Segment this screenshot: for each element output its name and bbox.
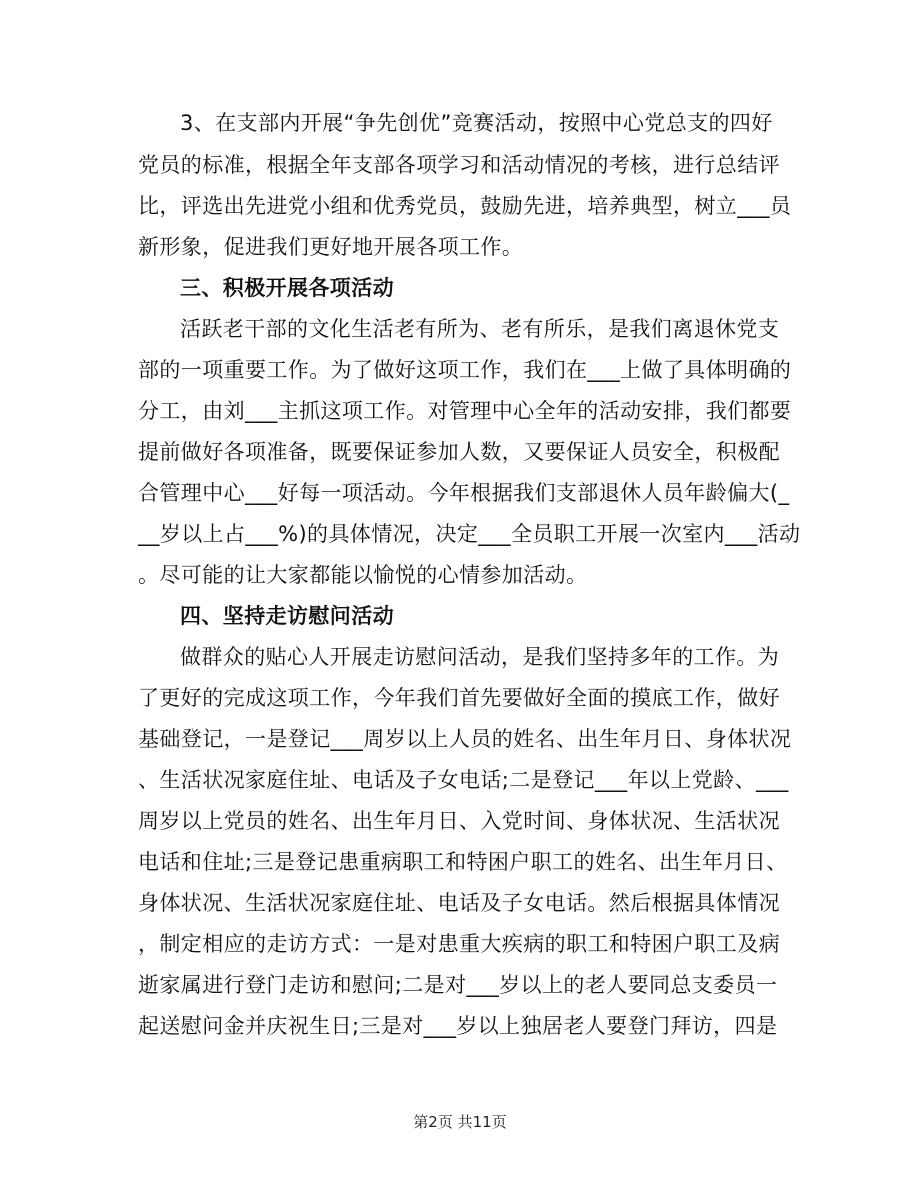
paragraph-line: 部的一项重要工作。为了做好这项工作，我们在___上做了具体明确的 xyxy=(138,358,792,382)
page-number: 第2页 共11页 xyxy=(413,1113,507,1131)
paragraph-line: ，制定相应的走访方式：一是对患重大疾病的职工和特困户职工及病 xyxy=(138,932,780,956)
paragraph-line: 基础登记，一是登记___周岁以上人员的姓名、出生年月日、身体状况 xyxy=(138,727,792,751)
paragraph-line: 比，评选出先进党小组和优秀党员，鼓励先进，培养典型，树立___员 xyxy=(138,194,792,218)
paragraph-line: 提前做好各项准备，既要保证参加人数，又要保证人员安全，积极配 xyxy=(138,440,780,464)
paragraph-line: 合管理中心___好每一项活动。今年根据我们支部退休人员年龄偏大(_ xyxy=(138,481,790,505)
paragraph-line: 了更好的完成这项工作，今年我们首先要做好全面的摸底工作，做好 xyxy=(138,686,780,710)
paragraph-line: 、生活状况家庭住址、电话及子女电话;二是登记___年以上党龄、___ xyxy=(138,768,789,792)
paragraph-line: 电话和住址;三是登记患重病职工和特困户职工的姓名、出生年月日、 xyxy=(138,850,788,874)
paragraph-line: 。尽可能的让大家都能以愉悦的心情参加活动。 xyxy=(138,563,588,587)
paragraph-line: 起送慰问金并庆祝生日;三是对___岁以上独居老人要登门拜访，四是 xyxy=(138,1014,778,1038)
paragraph-line: 逝家属进行登门走访和慰问;二是对___岁以上的老人要同总支委员一 xyxy=(138,973,778,997)
section-heading: 四、坚持走访慰问活动 xyxy=(180,604,394,628)
paragraph-line: 身体状况、生活状况家庭住址、电话及子女电话。然后根据具体情况 xyxy=(138,891,780,915)
paragraph-line: 3、在支部内开展“争先创优”竞赛活动，按照中心党总支的四好 xyxy=(180,111,773,135)
paragraph-line: 周岁以上党员的姓名、出生年月日、入党时间、身体状况、生活状况 xyxy=(138,809,780,833)
paragraph-line: 党员的标准，根据全年支部各项学习和活动情况的考核，进行总结评 xyxy=(138,153,780,177)
section-heading: 三、积极开展各项活动 xyxy=(180,276,394,300)
paragraph-line: __岁以上占___%)的具体情况，决定___全员职工开展一次室内___活动 xyxy=(138,522,801,546)
paragraph-line: 做群众的贴心人开展走访慰问活动，是我们坚持多年的工作。为 xyxy=(180,645,780,669)
paragraph-line: 分工，由刘___主抓这项工作。对管理中心全年的活动安排，我们都要 xyxy=(138,399,792,423)
paragraph-line: 活跃老干部的文化生活老有所为、老有所乐，是我们离退休党支 xyxy=(180,317,780,341)
paragraph-line: 新形象，促进我们更好地开展各项工作。 xyxy=(138,235,524,259)
